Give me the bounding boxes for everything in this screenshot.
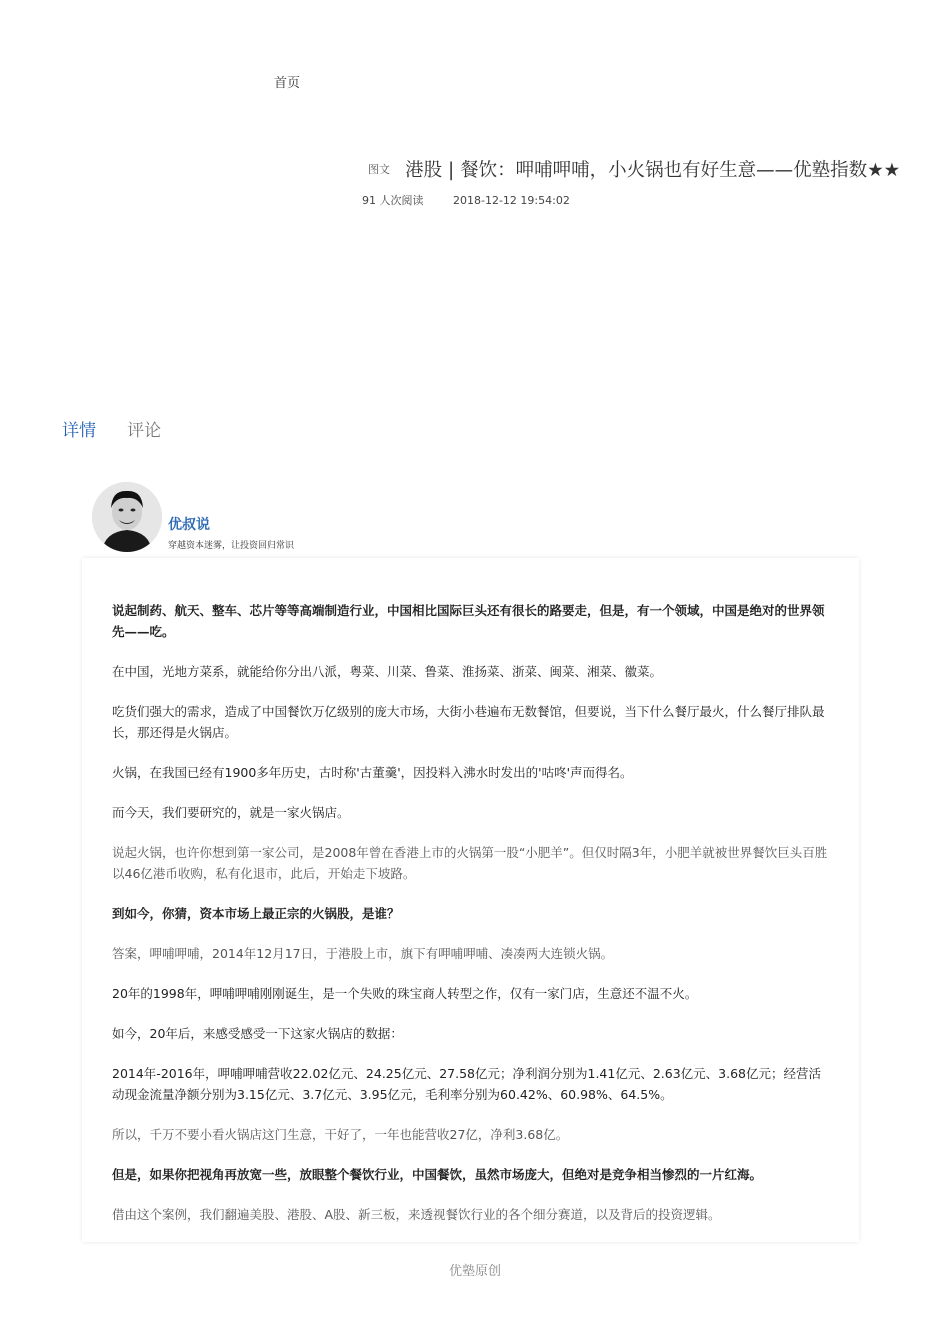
- nav-home-link[interactable]: 首页: [274, 76, 301, 91]
- article-paragraph: 2014年-2016年，呷哺呷哺营收22.02亿元、24.25亿元、27.58亿元；净利润分别为1.41亿元、2.63亿元、3.68亿元；经营活动现金流量净额分别为3.15亿元、3.7亿元、3.95亿元，毛利率分别为60.42%、60.98%、64.5%。: [112, 1066, 821, 1102]
- publish-date: 2018-12-12 19:54:02: [453, 194, 570, 207]
- article-type-tag: 图文: [368, 163, 390, 176]
- tab-comments[interactable]: 评论: [127, 421, 162, 441]
- content-tabs: [62, 416, 187, 441]
- footer-original-label: 优塾原创: [448, 1264, 501, 1279]
- article-content-box: [82, 558, 859, 1242]
- article-paragraph: 如今，20年后，来感受感受一下这家火锅店的数据：: [112, 1026, 403, 1041]
- article-paragraph: 所以，千万不要小看火锅店这门生意，干好了，一年也能营收27亿，净利3.68亿。: [112, 1127, 569, 1142]
- article-paragraph: 火锅，在我国已经有1900多年历史，古时称'古董羹'，因投料入沸水时发出的'咕咚'声而得名。: [112, 765, 633, 780]
- article-body: [112, 600, 832, 1242]
- author-avatar: [92, 482, 162, 552]
- article-title-row: [368, 156, 950, 188]
- brand-slogan: 穿越资本迷雾，让投资回归常识: [168, 541, 295, 551]
- article-paragraph: 吃货们强大的需求，造成了中国餐饮万亿级别的庞大市场，大街小巷遍布无数餐馆，但要说，当下什么餐厅最火，什么餐厅排队最长，那还得是火锅店。: [112, 704, 825, 740]
- read-count: 91 人次阅读: [362, 194, 424, 207]
- article-paragraph: 借由这个案例，我们翻遍美股、港股、A股、新三板，来透视餐饮行业的各个细分赛道，以及背后的投资逻辑。: [112, 1207, 721, 1222]
- article-paragraph: 答案，呷哺呷哺，2014年12月17日，于港股上市，旗下有呷哺呷哺、凑凑两大连锁火锅。: [112, 946, 614, 961]
- article-title: 港股 | 餐饮：呷哺呷哺，小火锅也有好生意——优塾指数★★: [405, 160, 901, 181]
- author-portrait-icon: [92, 482, 162, 552]
- article-paragraph: 说起火锅，也许你想到第一家公司，是2008年曾在香港上市的火锅第一股“小肥羊”。但仅时隔3年，小肥羊就被世界餐饮巨头百胜以46亿港币收购，私有化退市，此后，开始走下坡路。: [112, 845, 828, 881]
- article-paragraph: 但是，如果你把视角再放宽一些，放眼整个餐饮行业，中国餐饮，虽然市场庞大，但绝对是竞争相当惨烈的一片红海。: [112, 1167, 763, 1182]
- brand-name: 优叔说: [168, 517, 210, 533]
- article-paragraph: 在中国，光地方菜系，就能给你分出八派，粤菜、川菜、鲁菜、淮扬菜、浙菜、闽菜、湘菜、徽菜。: [112, 664, 663, 679]
- article-paragraph: 20年的1998年，呷哺呷哺刚刚诞生，是一个失败的珠宝商人转型之作，仅有一家门店，生意还不温不火。: [112, 986, 698, 1001]
- article-paragraph: 到如今，你猜，资本市场上最正宗的火锅股，是谁？: [112, 906, 400, 921]
- tab-details[interactable]: 详情: [62, 421, 96, 441]
- article-paragraph: 而今天，我们要研究的，就是一家火锅店。: [112, 805, 350, 820]
- article-meta: [362, 192, 570, 208]
- article-paragraph: 说起制药、航天、整车、芯片等等高端制造行业，中国相比国际巨头还有很长的路要走，但是，有一个领域，中国是绝对的世界领先——吃。: [112, 603, 825, 639]
